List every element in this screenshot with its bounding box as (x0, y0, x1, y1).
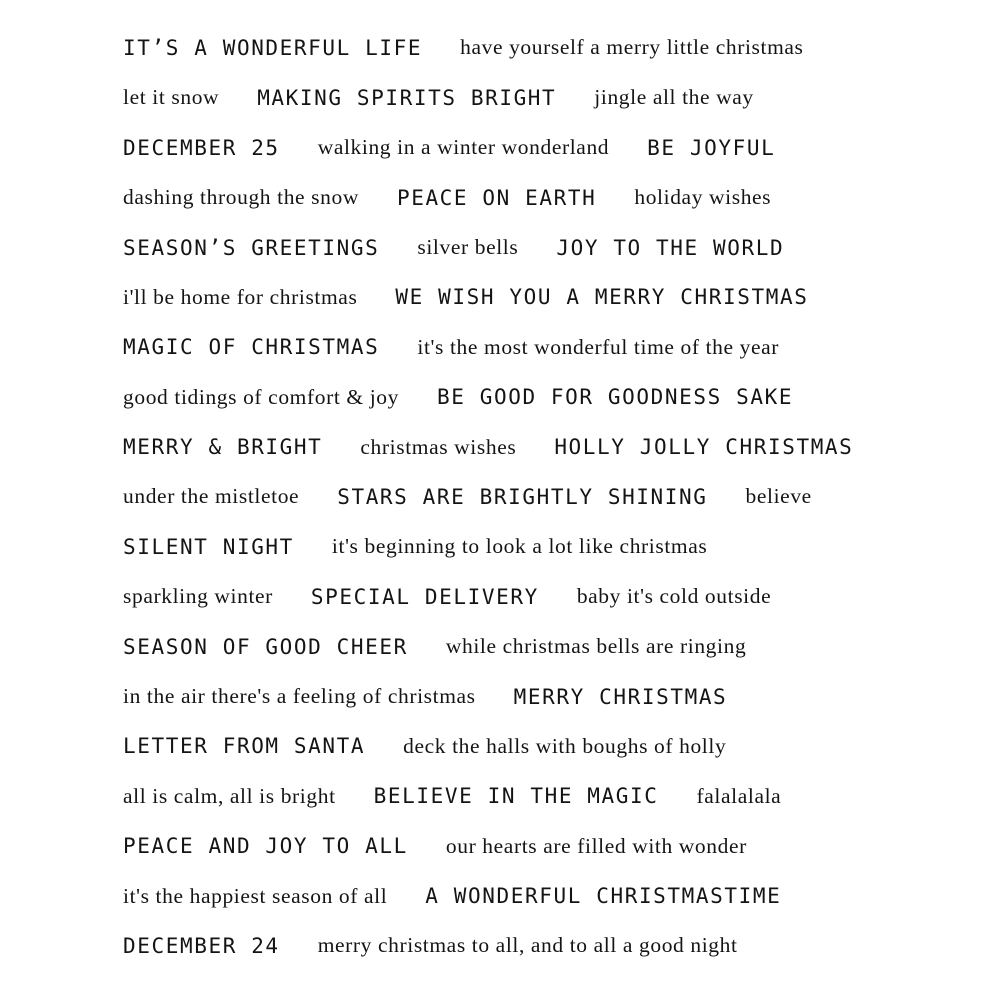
phrase: MERRY CHRISTMAS (513, 684, 728, 709)
phrase: christmas wishes (360, 434, 517, 459)
phrase: PEACE AND JOY TO ALL (123, 834, 408, 859)
phrase: believe (745, 484, 812, 509)
phrase-row (123, 23, 913, 73)
phrase: BE JOYFUL (647, 135, 776, 160)
phrase: SEASON OF GOOD CHEER (123, 634, 408, 659)
phrase-row (123, 322, 913, 372)
phrase-row (123, 372, 913, 422)
phrase: falalalala (696, 783, 782, 808)
phrase: DECEMBER 24 (123, 933, 280, 958)
phrase-row (123, 422, 913, 472)
phrase: under the mistletoe (123, 484, 300, 509)
phrase-row (123, 173, 913, 223)
phrase: holiday wishes (634, 185, 772, 210)
phrase-row (123, 821, 913, 871)
phrase: good tidings of comfort & joy (123, 384, 399, 409)
phrase-row (123, 672, 913, 722)
phrase: let it snow (123, 85, 220, 110)
phrase-sheet (123, 23, 913, 971)
phrase: PEACE ON EARTH (396, 185, 597, 210)
phrase-row (123, 622, 913, 672)
phrase: i'll be home for christmas (123, 284, 358, 309)
phrase-row (123, 272, 913, 322)
phrase: MAKING SPIRITS BRIGHT (257, 85, 557, 110)
phrase: HOLLY JOLLY CHRISTMAS (554, 435, 854, 460)
phrase: it's beginning to look a lot like christmas (331, 534, 708, 559)
phrase: it's the most wonderful time of the year (417, 334, 780, 359)
phrase: A WONDERFUL CHRISTMASTIME (425, 884, 782, 909)
phrase-row (123, 472, 913, 522)
phrase: IT’S A WONDERFUL LIFE (123, 35, 423, 60)
phrase: BELIEVE IN THE MAGIC (373, 784, 659, 809)
phrase: baby it's cold outside (576, 584, 772, 609)
phrase: DECEMBER 25 (123, 135, 280, 160)
phrase: deck the halls with boughs of holly (403, 733, 727, 758)
phrase: have yourself a merry little christmas (460, 35, 804, 60)
phrase-row (123, 721, 913, 771)
phrase: it's the happiest season of all (123, 883, 388, 908)
phrase: BE GOOD FOR GOODNESS SAKE (436, 385, 794, 410)
phrase-row (123, 522, 913, 572)
phrase: SPECIAL DELIVERY (310, 584, 539, 609)
phrase: our hearts are filled with wonder (445, 833, 747, 858)
phrase: walking in a winter wonderland (317, 135, 610, 160)
phrase: merry christmas to all, and to all a good night (317, 933, 738, 958)
phrase-row (123, 123, 913, 173)
phrase: WE WISH YOU A MERRY CHRISTMAS (395, 285, 809, 310)
phrase: jingle all the way (594, 85, 754, 110)
phrase: STARS ARE BRIGHTLY SHINING (337, 484, 708, 509)
phrase: MAGIC OF CHRISTMAS (123, 335, 380, 360)
phrase: all is calm, all is bright (123, 783, 336, 808)
phrase: dashing through the snow (123, 185, 359, 210)
phrase-row (123, 572, 913, 622)
phrase: in the air there's a feeling of christmas (123, 684, 476, 709)
phrase: LETTER FROM SANTA (123, 734, 366, 759)
phrase: SEASON’S GREETINGS (123, 235, 380, 260)
phrase-row (123, 223, 913, 273)
phrase-row (123, 871, 913, 921)
phrase-row (123, 73, 913, 123)
phrase: MERRY & BRIGHT (123, 435, 323, 460)
phrase: while christmas bells are ringing (445, 634, 747, 659)
phrase: silver bells (417, 235, 519, 259)
phrase-row (123, 771, 913, 821)
phrase-row (123, 921, 913, 971)
phrase: SILENT NIGHT (123, 534, 294, 559)
phrase: sparkling winter (123, 584, 273, 609)
phrase: JOY TO THE WORLD (556, 235, 785, 260)
